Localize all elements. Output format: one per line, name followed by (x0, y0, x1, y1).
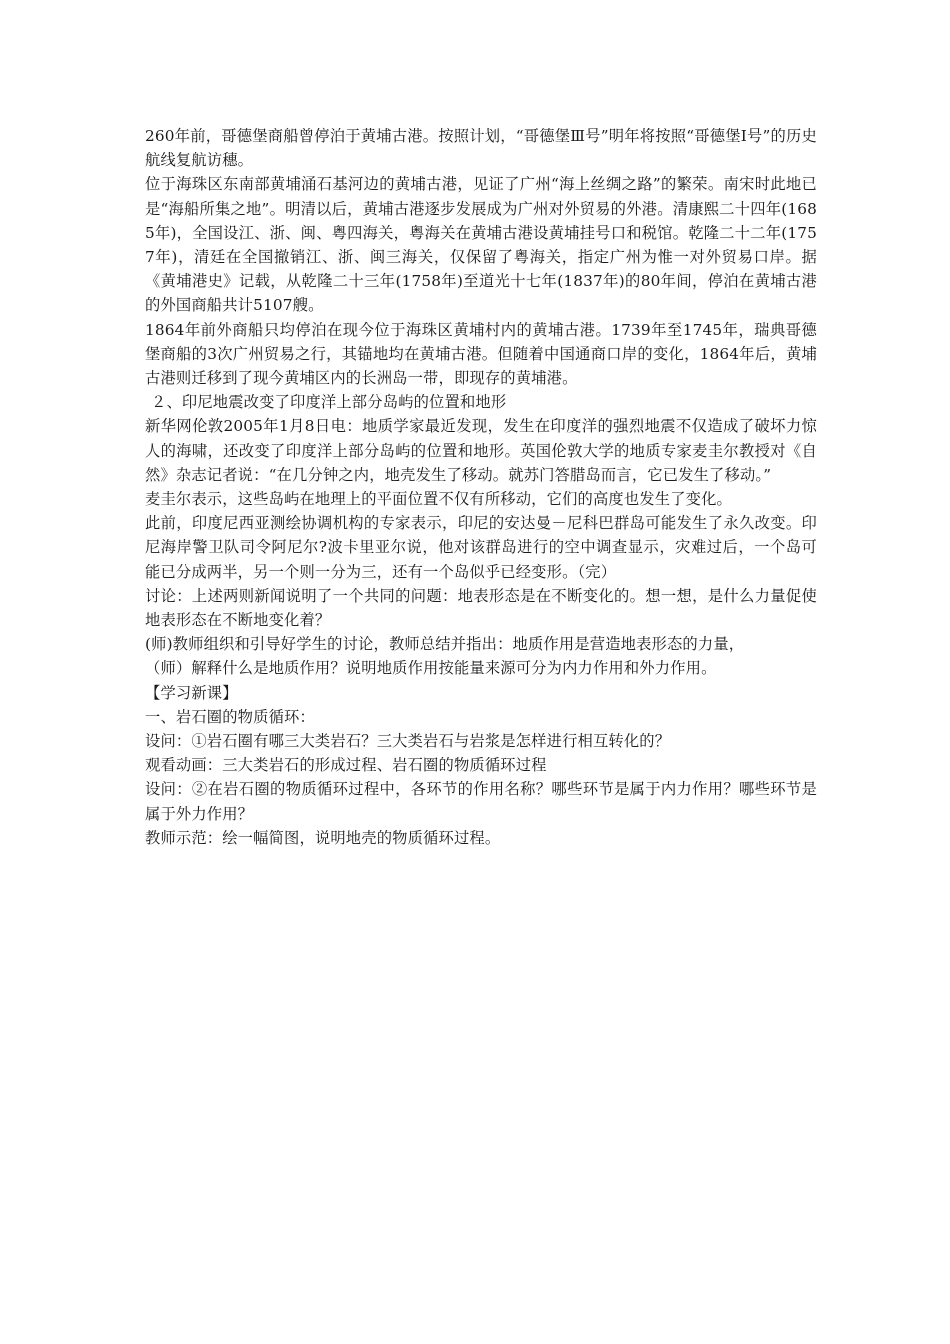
section-heading-earthquake: ２、印尼地震改变了印度洋上部分岛屿的位置和地形 (151, 393, 507, 412)
paragraph-teacher-explain: （师）解释什么是地质作用？说明地质作用按能量来源可分为内力作用和外力作用。 (145, 659, 717, 678)
paragraph-teacher-summary: (师)教师组织和引导好学生的讨论，教师总结并指出：地质作用是营造地表形态的力量， (145, 635, 745, 654)
heading-rock-cycle: 一、岩石圈的物质循环： (145, 707, 315, 726)
paragraph-question-1: 设问：①岩石圈有哪三大类岩石？三大类岩石与岩浆是怎样进行相互转化的？ (145, 732, 671, 751)
paragraph-gothenburg-intro: 260年前，哥德堡商船曾停泊于黄埔古港。按照计划，“哥德堡Ⅲ号”明年将按照“哥德堡Ⅰ号”的历史航线复航访穗。 (145, 127, 817, 170)
paragraph-huangpu-relocation: 1864年前外商船只均停泊在现今位于海珠区黄埔村内的黄埔古港。1739年至1745年，瑞典哥德堡商船的3次广州贸易之行，其锚地均在黄埔古港。但随着中国通商口岸的变化，1864年后，黄埔古港则迁移到了现今黄埔区内的长洲岛一带，即现存的黄埔港。 (145, 320, 817, 388)
paragraph-indonesia-experts: 此前，印度尼西亚测绘协调机构的专家表示，印尼的安达曼－尼科巴群岛可能发生了永久改变。印尼海岸警卫队司令阿尼尔?波卡里亚尔说，他对该群岛进行的空中调查显示，灾难过后，一个岛可能已分成两半，另一个则一分为三，还有一个岛似乎已经变形。（完） (145, 514, 817, 581)
paragraph-animation: 观看动画：三大类岩石的形成过程、岩石圈的物质循环过程 (145, 756, 547, 775)
paragraph-mcguire-statement: 麦圭尔表示，这些岛屿在地理上的平面位置不仅有所移动，它们的高度也发生了变化。 (145, 490, 732, 509)
paragraph-teacher-demo: 教师示范：绘一幅简图，说明地壳的物质循环过程。 (145, 828, 501, 847)
paragraph-earthquake-news: 新华网伦敦2005年1月8日电：地质学家最近发现，发生在印度洋的强烈地震不仅造成了破坏力惊人的海啸，还改变了印度洋上部分岛屿的位置和地形。英国伦敦大学的地质专家麦圭尔教授对《自然》杂志记者说：“在几分钟之内，地壳发生了移动。就苏门答腊岛而言，它已发生了移动。” (145, 417, 817, 484)
heading-new-lesson: 【学习新课】 (145, 683, 238, 702)
document-page (145, 124, 817, 850)
paragraph-huangpu-history: 位于海珠区东南部黄埔涌石基河边的黄埔古港，见证了广州“海上丝绸之路”的繁荣。南宋时此地已是“海船所集之地”。明清以后，黄埔古港逐步发展成为广州对外贸易的外港。清康熙二十四年(1685年)，全国设江、浙、闽、粤四海关，粤海关在黄埔古港设黄埔挂号口和税馆。乾隆二十二年(1757年)，清廷在全国撤销江、浙、闽三海关，仅保留了粤海关，指定广州为惟一对外贸易口岸。据《黄埔港史》记载，从乾隆二十三年(1758年)至道光十七年(1837年)的80年间，停泊在黄埔古港的外国商船共计5107艘。 (145, 175, 817, 315)
paragraph-question-2: 设问：②在岩石圈的物质循环过程中，各环节的作用名称？哪些环节是属于内力作用？哪些环节是属于外力作用？ (145, 780, 817, 823)
paragraph-discussion: 讨论：上述两则新闻说明了一个共同的问题：地表形态是在不断变化的。想一想，是什么力量促使地表形态在不断地变化着？ (145, 586, 817, 630)
